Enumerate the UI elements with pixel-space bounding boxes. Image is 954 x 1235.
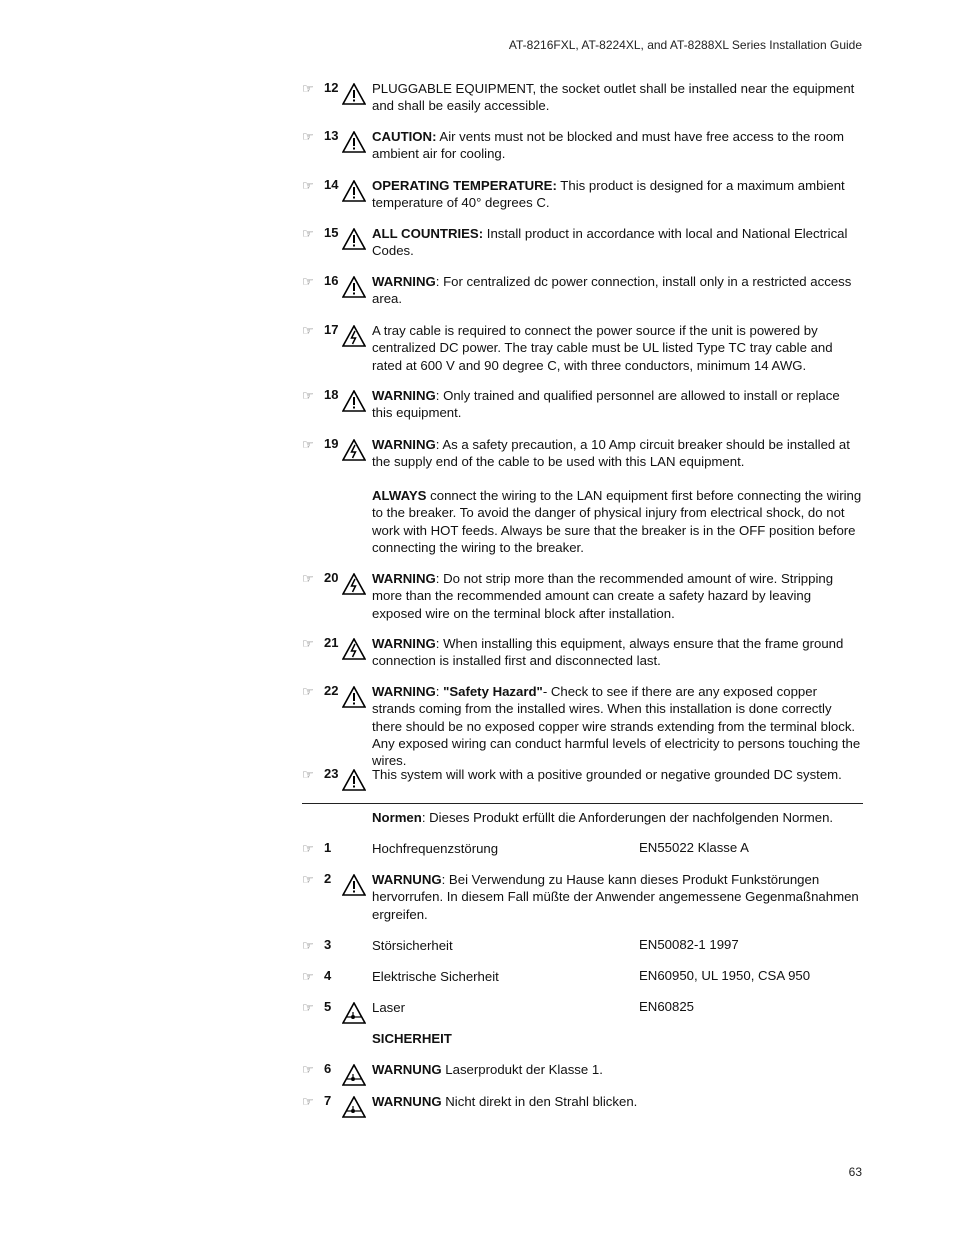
section-divider	[302, 803, 863, 804]
pointing-hand-icon: ☞	[302, 969, 314, 984]
warning-triangle-icon	[342, 228, 366, 250]
laser-triangle-icon	[342, 1002, 366, 1024]
warning-triangle-icon	[342, 180, 366, 202]
warning-triangle-icon	[342, 131, 366, 153]
laser-triangle-icon	[342, 1064, 366, 1086]
warning-triangle-icon	[342, 276, 366, 298]
warning-triangle-icon	[342, 874, 366, 896]
pointing-hand-icon: ☞	[302, 1000, 314, 1015]
pointing-hand-icon: ☞	[302, 684, 314, 699]
pointing-hand-icon: ☞	[302, 841, 314, 856]
electric-shock-triangle-icon	[342, 325, 366, 347]
warning-triangle-icon	[342, 390, 366, 412]
running-header: AT-8216FXL, AT-8224XL, and AT-8288XL Series Installation Guide	[508, 38, 862, 52]
pointing-hand-icon: ☞	[302, 274, 314, 289]
pointing-hand-icon: ☞	[302, 437, 314, 452]
pointing-hand-icon: ☞	[302, 938, 314, 953]
pointing-hand-icon: ☞	[302, 872, 314, 887]
warning-triangle-icon	[342, 686, 366, 708]
pointing-hand-icon: ☞	[302, 129, 314, 144]
warning-triangle-icon	[342, 769, 366, 791]
laser-triangle-icon	[342, 1096, 366, 1118]
pointing-hand-icon: ☞	[302, 81, 314, 96]
pointing-hand-icon: ☞	[302, 767, 314, 782]
pointing-hand-icon: ☞	[302, 323, 314, 338]
pointing-hand-icon: ☞	[302, 1094, 314, 1109]
electric-shock-triangle-icon	[342, 573, 366, 595]
pointing-hand-icon: ☞	[302, 1062, 314, 1077]
pointing-hand-icon: ☞	[302, 226, 314, 241]
page-number: 63	[848, 1165, 862, 1179]
pointing-hand-icon: ☞	[302, 636, 314, 651]
electric-shock-triangle-icon	[342, 638, 366, 660]
electric-shock-triangle-icon	[342, 439, 366, 461]
pointing-hand-icon: ☞	[302, 178, 314, 193]
warning-triangle-icon	[342, 83, 366, 105]
pointing-hand-icon: ☞	[302, 571, 314, 586]
pointing-hand-icon: ☞	[302, 388, 314, 403]
